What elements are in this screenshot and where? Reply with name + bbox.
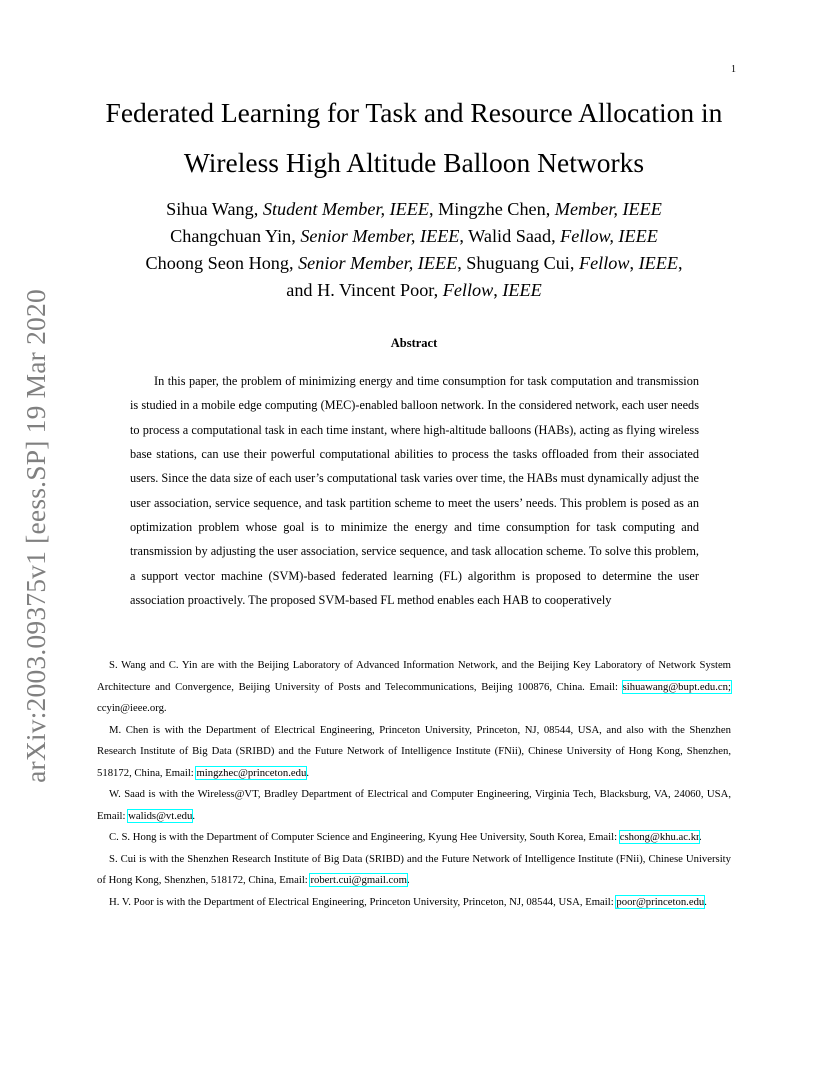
abstract-heading: Abstract bbox=[390, 336, 438, 350]
email-link[interactable]: poor@princeton.edu bbox=[616, 895, 705, 908]
title-line-1: Federated Learning for Task and Resource Allocation in bbox=[105, 97, 723, 128]
footnote-poor: H. V. Poor is with the Department of Electrical Engineering, Princeton University, Princeton, NJ, 08544, USA, Email: poor@princeton.edu. bbox=[109, 895, 707, 908]
author-line-2: Changchuan Yin, Senior Member, IEEE, Walid Saad, Fellow, IEEE bbox=[170, 226, 658, 246]
author-affiliations bbox=[97, 655, 731, 913]
footnote-saad: W. Saad is with the Wireless@VT, Bradley Department of Electrical and Computer Engineering, Virginia Tech, Blacksburg, VA, 24060, USA, Email: walids@vt.edu. bbox=[97, 788, 731, 822]
author-line-3: Choong Seon Hong, Senior Member, IEEE, Shuguang Cui, Fellow, IEEE, bbox=[145, 253, 683, 273]
page-number: 1 bbox=[731, 64, 736, 75]
footnote-hong: C. S. Hong is with the Department of Computer Science and Engineering, Kyung Hee University, South Korea, Email: cshong@khu.ac.kr. bbox=[109, 831, 702, 843]
author-line-1: Sihua Wang, Student Member, IEEE, Mingzhe Chen, Member, IEEE bbox=[166, 199, 662, 219]
email-link[interactable]: sihuawang@bupt.edu.cn; bbox=[622, 680, 731, 693]
footnote-cui: S. Cui is with the Shenzhen Research Institute of Big Data (SRIBD) and the Future Network of Intelligence Institute (FNii), Chinese University of Hong Kong, Shenzhen, 518172, China, Email: robert.cui@gmail.com. bbox=[97, 852, 731, 886]
email-link[interactable]: mingzhec@princeton.edu bbox=[196, 766, 307, 779]
email-link[interactable]: cshong@khu.ac.kr bbox=[619, 831, 700, 843]
abstract-body: In this paper, the problem of minimizing energy and time consumption for task computation and transmission is studied in a mobile edge computing (MEC)-enabled balloon network. In the considered network, each user needs to process a computational task in each time instant, where high-altitude balloons (HABs), acting as flying wireless base stations, can use their powerful computational abilities to process the tasks offloaded from their associated users. Since the data size of each user’s computational task varies over time, the HABs must dynamically adjust the user association, service sequence, and task partition scheme to meet the users’ needs. This problem is posed as an optimization problem whose goal is to minimize the energy and time consumption for task computing and transmission by adjusting the user association, service sequence, and task allocation scheme. To solve this problem, a support vector machine (SVM)-based federated learning (FL) algorithm is proposed to determine the user association proactively. The proposed SVM-based FL method enables each HAB to cooperatively bbox=[130, 374, 699, 608]
email-link[interactable]: robert.cui@gmail.com bbox=[310, 874, 407, 886]
email-link[interactable]: walids@vt.edu bbox=[128, 809, 193, 822]
footnote-wang-yin: S. Wang and C. Yin are with the Beijing Laboratory of Advanced Information Network, and the Beijing Key Laboratory of Network System Architecture and Convergence, Beijing University of Posts and Telecommunications, Beijing 100876, China. Email: sihuawang@bupt.edu.cn; ccyin@ieee.org. bbox=[97, 659, 731, 714]
footnote-chen: M. Chen is with the Department of Electrical Engineering, Princeton University, Princeton, NJ, 08544, USA, and also with the Shenzhen Research Institute of Big Data (SRIBD) and the Future Network of Intelligence Institute (FNii), Chinese University of Hong Kong, Shenzhen, 518172, China, Email: mingzhec@princeton.edu. bbox=[97, 723, 731, 779]
author-list bbox=[80, 196, 748, 304]
arxiv-identifier[interactable]: arXiv:2003.09375v1 [eess.SP] 19 Mar 2020 bbox=[20, 289, 51, 783]
paper-title bbox=[80, 88, 748, 188]
title-line-2: Wireless High Altitude Balloon Networks bbox=[183, 147, 645, 178]
author-line-4: and H. Vincent Poor, Fellow, IEEE bbox=[286, 280, 542, 300]
